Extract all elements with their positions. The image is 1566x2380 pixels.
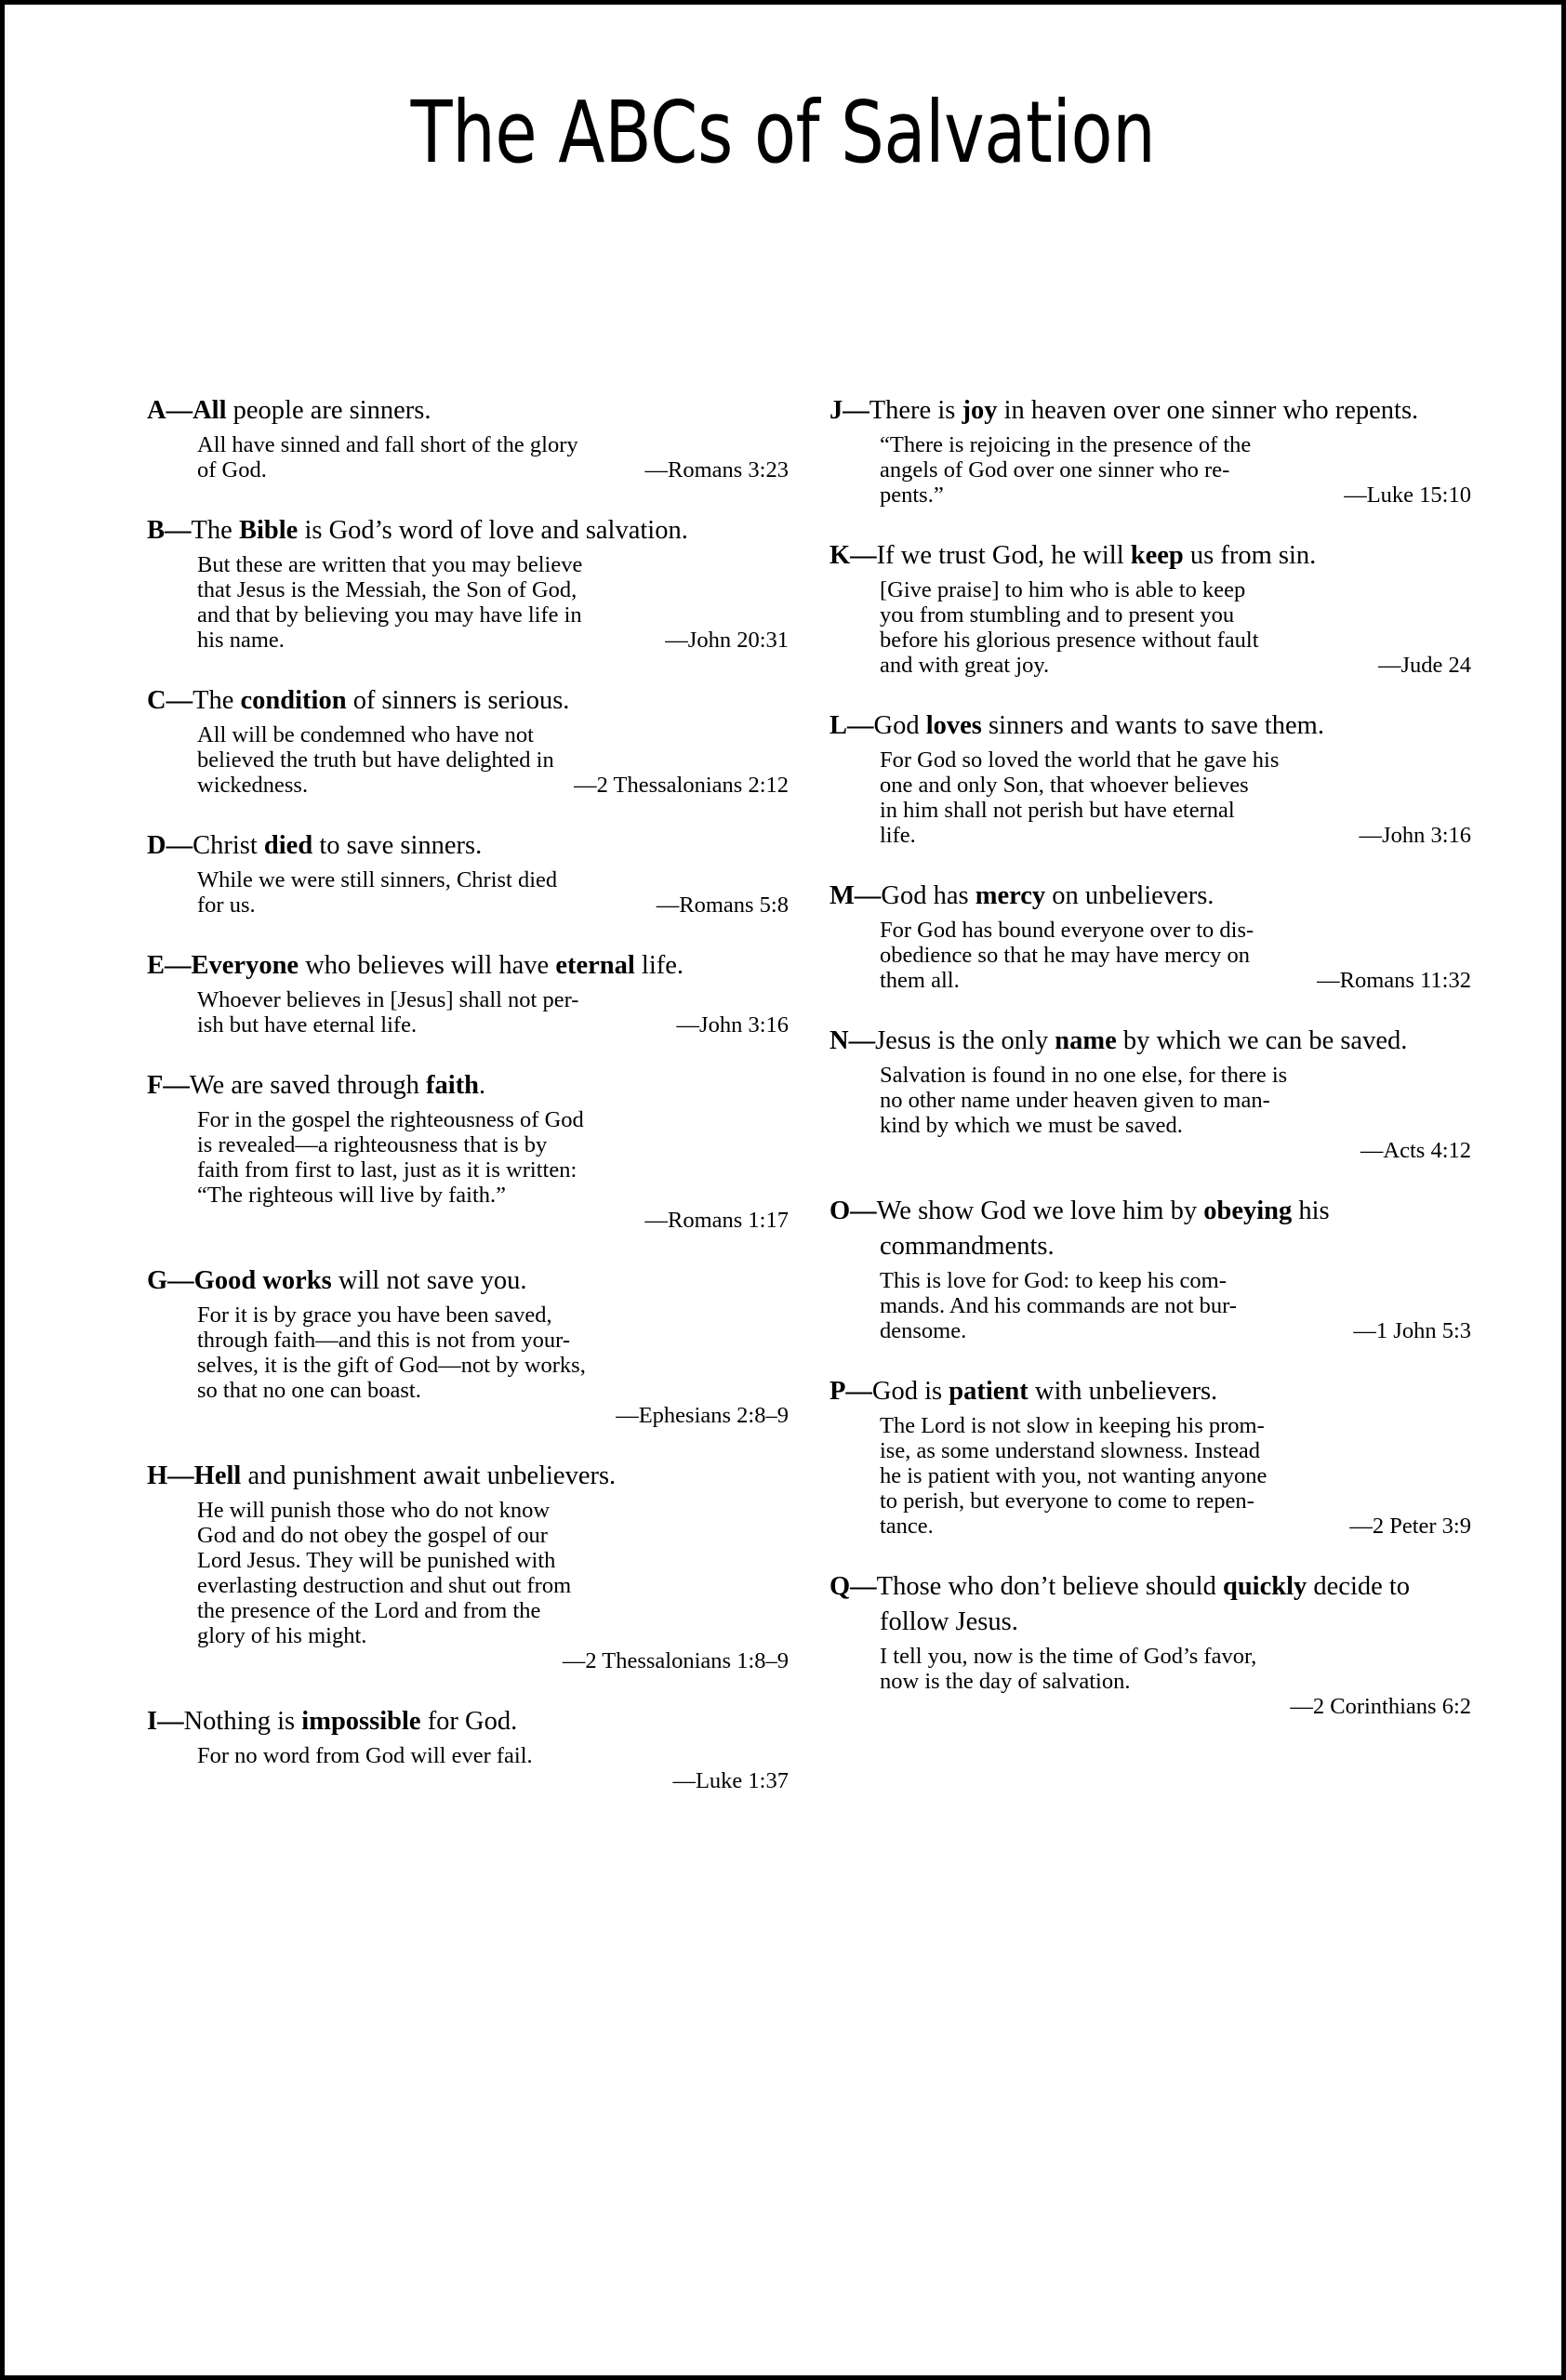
verse-line: This is love for God: to keep his com- xyxy=(880,1268,1227,1293)
verse-line: that Jesus is the Messiah, the Son of God, xyxy=(197,577,577,602)
scripture-reference: —John 20:31 xyxy=(665,628,789,653)
entry-heading xyxy=(147,683,789,719)
entry-verse xyxy=(147,552,789,653)
entry-p xyxy=(829,1374,1471,1539)
verse-line-text: densome. xyxy=(880,1318,967,1343)
verse-line: angels of God over one sinner who re- xyxy=(880,457,1230,483)
entry-heading-pre: If we trust God, he will xyxy=(876,541,1131,570)
verse-line: ise, as some understand slowness. Instead xyxy=(880,1438,1260,1463)
entry-heading-pre: The xyxy=(192,686,241,715)
entry-verse xyxy=(829,918,1471,993)
scripture-reference: —Jude 24 xyxy=(1377,653,1471,678)
entry-heading xyxy=(147,513,789,549)
entry-heading xyxy=(147,1263,789,1299)
entry-heading xyxy=(829,538,1471,574)
entry-f xyxy=(147,1068,789,1233)
verse-line: before his glorious presence without fault xyxy=(880,628,1259,653)
verse-line xyxy=(880,653,1471,678)
entry-heading xyxy=(147,1459,789,1494)
entry-heading-post: who believes will have xyxy=(299,951,556,980)
entry-verse xyxy=(829,1268,1471,1343)
verse-line: For no word from God will ever fail. xyxy=(197,1743,533,1768)
entry-keyword: keep xyxy=(1130,541,1184,570)
entry-heading-post: with unbelievers. xyxy=(1028,1377,1218,1406)
entry-h xyxy=(147,1459,789,1673)
entry-heading-post: is God’s word of love and salvation. xyxy=(298,516,688,545)
entry-heading-post: decide to follow Jesus. xyxy=(880,1572,1411,1636)
verse-line: through faith—and this is not from your- xyxy=(197,1328,570,1353)
entry-b xyxy=(147,513,789,653)
verse-line: He will punish those who do not know xyxy=(197,1498,551,1523)
entry-verse xyxy=(147,722,789,798)
entry-heading-post: of sinners is serious. xyxy=(346,686,570,715)
entry-verse xyxy=(147,432,789,483)
entry-letter: G— xyxy=(147,1266,194,1295)
entry-keyword: name xyxy=(1055,1026,1117,1055)
verse-line: everlasting destruction and shut out from xyxy=(197,1573,572,1598)
entry-heading xyxy=(147,393,789,429)
entry-heading-pre: God is xyxy=(871,1377,949,1406)
verse-line: obedience so that he may have mercy on xyxy=(880,943,1250,968)
entry-heading-post: and punishment await unbelievers. xyxy=(241,1461,617,1490)
entry-heading xyxy=(147,828,789,864)
entry-keyword: faith xyxy=(426,1071,480,1100)
entry-heading-post-2: life. xyxy=(634,951,684,980)
entry-heading xyxy=(147,948,789,984)
entry-heading xyxy=(147,1704,789,1739)
entry-letter: P— xyxy=(829,1377,872,1406)
entry-verse xyxy=(147,867,789,918)
scripture-reference: —Romans 1:17 xyxy=(644,1208,789,1233)
scripture-reference: —2 Peter 3:9 xyxy=(1349,1514,1471,1539)
entry-heading-post: people are sinners. xyxy=(226,396,431,425)
scripture-reference: —John 3:16 xyxy=(1359,823,1471,848)
entry-j xyxy=(829,393,1471,508)
entry-verse xyxy=(829,1644,1471,1719)
scripture-reference: —Romans 11:32 xyxy=(1317,968,1471,993)
scripture-reference: —Luke 1:37 xyxy=(672,1768,789,1793)
scripture-reference: —Ephesians 2:8–9 xyxy=(616,1403,789,1428)
entry-letter: C— xyxy=(147,686,193,715)
entry-verse xyxy=(829,432,1471,508)
entry-heading xyxy=(829,708,1471,744)
verse-line: selves, it is the gift of God—not by works, xyxy=(197,1353,586,1378)
verse-line: “There is rejoicing in the presence of the xyxy=(880,432,1252,457)
entry-letter: O— xyxy=(829,1197,877,1225)
verse-line-text: ish but have eternal life. xyxy=(197,1012,418,1038)
entry-k xyxy=(829,538,1471,678)
entry-letter: H— xyxy=(147,1461,194,1490)
verse-line-text: wickedness. xyxy=(197,773,309,798)
entry-i xyxy=(147,1704,789,1793)
verse-line: For God has bound everyone over to dis- xyxy=(880,918,1254,943)
entry-q xyxy=(829,1569,1471,1719)
entry-heading xyxy=(829,879,1471,914)
verse-line xyxy=(197,892,789,918)
entry-heading-pre: The xyxy=(191,516,239,545)
entry-o xyxy=(829,1194,1471,1343)
verse-line-text: of God. xyxy=(197,457,267,483)
entry-a xyxy=(147,393,789,483)
verse-line: to perish, but everyone to come to repen- xyxy=(880,1488,1254,1514)
entry-verse xyxy=(147,1107,789,1233)
entry-heading-post: for God. xyxy=(420,1707,518,1736)
entry-heading-post: to save sinners. xyxy=(312,831,483,860)
verse-line: For it is by grace you have been saved, xyxy=(197,1302,552,1328)
scripture-reference: —2 Corinthians 6:2 xyxy=(1290,1694,1471,1719)
verse-line-text: them all. xyxy=(880,968,960,993)
scripture-reference: —2 Thessalonians 1:8–9 xyxy=(562,1648,789,1673)
verse-line-text: and with great joy. xyxy=(880,653,1050,678)
verse-line: one and only Son, that whoever believes xyxy=(880,773,1249,798)
entry-heading-pre: Those who don’t believe should xyxy=(876,1572,1223,1601)
entry-keyword: quickly xyxy=(1222,1572,1307,1601)
verse-line xyxy=(880,823,1471,848)
entry-keyword: Hell xyxy=(193,1461,242,1490)
entry-heading xyxy=(829,1194,1471,1264)
entry-heading xyxy=(829,1024,1471,1059)
verse-line: mands. And his commands are not bur- xyxy=(880,1293,1237,1318)
scripture-reference: —1 John 5:3 xyxy=(1353,1318,1471,1343)
scripture-reference: —Romans 3:23 xyxy=(644,457,789,483)
verse-line: in him shall not perish but have eternal xyxy=(880,798,1235,823)
entry-letter: B— xyxy=(147,516,192,545)
verse-line: Whoever believes in [Jesus] shall not per- xyxy=(197,987,579,1012)
entry-keyword: mercy xyxy=(975,881,1046,910)
entry-letter: E— xyxy=(147,951,192,980)
verse-line: All have sinned and fall short of the glory xyxy=(197,432,578,457)
verse-line: While we were still sinners, Christ died xyxy=(197,867,558,892)
entry-heading-post: his commandments. xyxy=(880,1197,1330,1261)
verse-line: All will be condemned who have not xyxy=(197,722,534,747)
verse-line-text: tance. xyxy=(880,1514,934,1539)
entry-keyword: condition xyxy=(240,686,347,715)
entry-letter: L— xyxy=(829,711,874,740)
verse-line-text: pents.” xyxy=(880,483,944,508)
entry-keyword: Bible xyxy=(238,516,299,545)
entry-verse xyxy=(147,1498,789,1673)
entry-letter: M— xyxy=(829,881,882,910)
verse-line xyxy=(880,1514,1471,1539)
verse-line: The Lord is not slow in keeping his prom- xyxy=(880,1413,1265,1438)
entry-heading-post: in heaven over one sinner who repents. xyxy=(997,396,1419,425)
verse-line-text: his name. xyxy=(197,628,285,653)
entry-heading-pre: Christ xyxy=(192,831,264,860)
entry-heading-pre: Nothing is xyxy=(183,1707,302,1736)
verse-line xyxy=(197,1012,789,1038)
verse-line: so that no one can boast. xyxy=(197,1378,421,1403)
entry-keyword: loves xyxy=(925,711,982,740)
verse-line xyxy=(197,457,789,483)
entry-m xyxy=(829,879,1471,993)
entry-heading-post: . xyxy=(479,1071,486,1100)
verse-line: no other name under heaven given to man- xyxy=(880,1088,1270,1113)
scripture-reference: —John 3:16 xyxy=(676,1012,789,1038)
entry-keyword: obeying xyxy=(1203,1197,1293,1225)
scripture-reference: —Luke 15:10 xyxy=(1344,483,1471,508)
verse-line: For in the gospel the righteousness of God xyxy=(197,1107,584,1132)
entry-letter: D— xyxy=(147,831,193,860)
entry-g xyxy=(147,1263,789,1428)
verse-line: glory of his might. xyxy=(197,1623,367,1648)
entry-verse xyxy=(147,1302,789,1428)
entry-d xyxy=(147,828,789,918)
verse-line: I tell you, now is the time of God’s favor, xyxy=(880,1644,1257,1669)
entry-heading-pre: We show God we love him by xyxy=(876,1197,1204,1225)
verse-line: Lord Jesus. They will be punished with xyxy=(197,1548,556,1573)
verse-line: “The righteous will live by faith.” xyxy=(197,1183,507,1208)
entry-heading-post: sinners and wants to save them. xyxy=(981,711,1324,740)
right-column xyxy=(829,393,1471,1719)
verse-line xyxy=(880,968,1471,993)
entry-n xyxy=(829,1024,1471,1163)
entry-keyword: impossible xyxy=(301,1707,421,1736)
entry-letter: Q— xyxy=(829,1572,877,1601)
entry-verse xyxy=(829,1413,1471,1539)
entry-verse xyxy=(829,1063,1471,1163)
entry-keyword: Everyone xyxy=(191,951,299,980)
entry-heading-pre: There is xyxy=(869,396,962,425)
page-title: The ABCs of Salvation xyxy=(410,83,1156,182)
entry-keyword-2: eternal xyxy=(555,951,635,980)
verse-line: [Give praise] to him who is able to keep xyxy=(880,577,1246,602)
entry-keyword: Good works xyxy=(193,1266,332,1295)
two-column-body xyxy=(147,393,1471,1793)
verse-line-text: life. xyxy=(880,823,916,848)
entry-letter: A— xyxy=(147,396,193,425)
entry-heading-post: us from sin. xyxy=(1183,541,1317,570)
verse-line: you from stumbling and to present you xyxy=(880,602,1235,628)
entry-heading-post: on unbelievers. xyxy=(1045,881,1214,910)
entry-heading-pre: We are saved through xyxy=(189,1071,427,1100)
verse-line: now is the day of salvation. xyxy=(880,1669,1131,1694)
verse-line: For God so loved the world that he gave his xyxy=(880,747,1280,773)
entry-heading xyxy=(147,1068,789,1104)
verse-line: and that by believing you may have life in xyxy=(197,602,582,628)
verse-line: believed the truth but have delighted in xyxy=(197,747,554,773)
entry-heading-post: will not save you. xyxy=(331,1266,527,1295)
entry-letter: I— xyxy=(147,1707,184,1736)
entry-keyword: All xyxy=(192,396,227,425)
entry-keyword: joy xyxy=(962,396,998,425)
verse-line: is revealed—a righteousness that is by xyxy=(197,1132,548,1157)
entry-heading xyxy=(829,1569,1471,1640)
entry-letter: K— xyxy=(829,541,877,570)
verse-line xyxy=(880,483,1471,508)
entry-l xyxy=(829,708,1471,848)
entry-heading xyxy=(829,393,1471,429)
entry-letter: N— xyxy=(829,1026,876,1055)
entry-e xyxy=(147,948,789,1038)
left-column xyxy=(147,393,789,1793)
verse-line: God and do not obey the gospel of our xyxy=(197,1523,548,1548)
verse-line: Salvation is found in no one else, for there is xyxy=(880,1063,1288,1088)
entry-verse xyxy=(829,747,1471,848)
verse-line xyxy=(197,628,789,653)
entry-heading-pre: God has xyxy=(881,881,975,910)
entry-verse xyxy=(147,987,789,1038)
entry-c xyxy=(147,683,789,798)
scripture-reference: —2 Thessalonians 2:12 xyxy=(574,773,789,798)
verse-line: he is patient with you, not wanting anyone xyxy=(880,1463,1267,1488)
entry-heading xyxy=(829,1374,1471,1409)
entry-heading-pre: Jesus is the only xyxy=(875,1026,1055,1055)
entry-verse xyxy=(147,1743,789,1793)
scripture-reference: —Romans 5:8 xyxy=(656,892,789,918)
verse-line-text: for us. xyxy=(197,892,256,918)
entry-letter: F— xyxy=(147,1071,190,1100)
verse-line: faith from first to last, just as it is written: xyxy=(197,1157,577,1183)
verse-line: the presence of the Lord and from the xyxy=(197,1598,541,1623)
verse-line xyxy=(197,773,789,798)
entry-heading-pre: God xyxy=(873,711,926,740)
scripture-reference: —Acts 4:12 xyxy=(1360,1138,1471,1163)
verse-line: But these are written that you may believe xyxy=(197,552,583,577)
entry-keyword: patient xyxy=(949,1377,1029,1406)
entry-letter: J— xyxy=(829,396,869,425)
entry-keyword: died xyxy=(263,831,313,860)
verse-line: kind by which we must be saved. xyxy=(880,1113,1183,1138)
entry-heading-post: by which we can be saved. xyxy=(1116,1026,1408,1055)
verse-line xyxy=(880,1318,1471,1343)
entry-verse xyxy=(829,577,1471,678)
